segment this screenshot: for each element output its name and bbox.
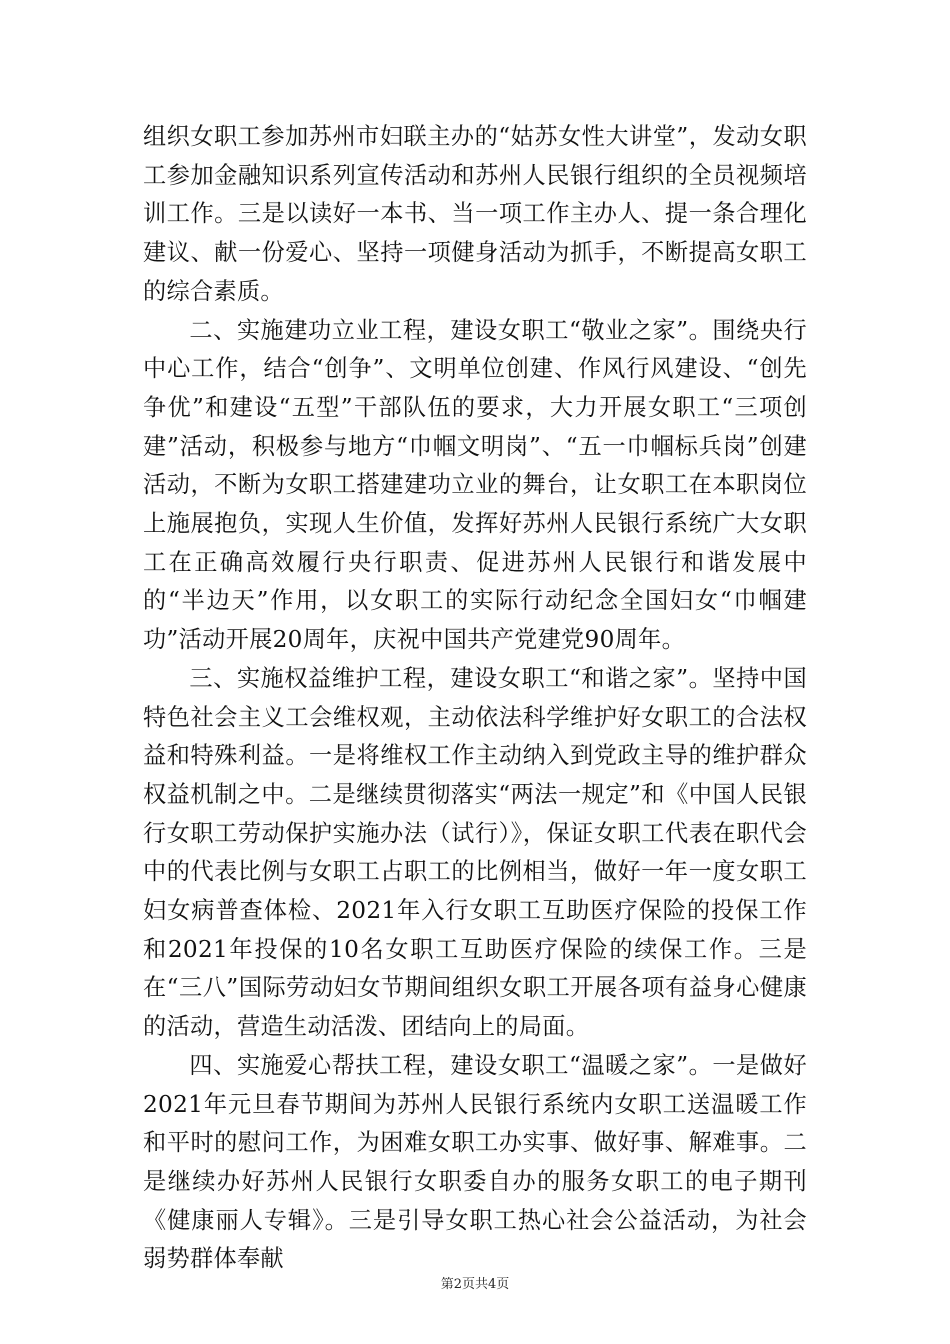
paragraph-section-2: 二、实施建功立业工程，建设女职工“敬业之家”。围绕央行中心工作，结合“创争”、文明单位创建、作风行风建设、“创先争优”和建设“五型”干部队伍的要求，大力开展女职工“三项创建”活动，积极参与地方“巾帼文明岗”、“五一巾帼标兵岗”创建活动，不断为女职工搭建建功立业的舞台，让女职工在本职岗位上施展抱负，实现人生价值，发挥好苏州人民银行系统广大女职工在正确高效履行央行职责、促进苏州人民银行和谐发展中的“半边天”作用，以女职工的实际行动纪念全国妇女“巾帼建功”活动开展20周年，庆祝中国共产党建党90周年。 (143, 316, 807, 654)
page-footer (0, 1276, 950, 1294)
page-number: 第2页共4页 (440, 1277, 510, 1292)
paragraph-section-3: 三、实施权益维护工程，建设女职工“和谐之家”。坚持中国特色社会主义工会维权观，主动依法科学维护好女职工的合法权益和特殊利益。一是将维权工作主动纳入到党政主导的维护群众权益机制之中。二是继续贯彻落实“两法一规定”和《中国人民银行女职工劳动保护实施办法（试行）》，保证女职工代表在职代会中的代表比例与女职工占职工的比例相当，做好一年一度女职工妇女病普查体检、2021年入行女职工互助医疗保险的投保工作和2021年投保的10名女职工互助医疗保险的续保工作。三是在“三八”国际劳动妇女节期间组织女职工开展各项有益身心健康的活动，营造生动活泼、团结向上的局面。 (143, 664, 807, 1041)
paragraph-section-4: 四、实施爱心帮扶工程，建设女职工“温暖之家”。一是做好2021年元旦春节期间为苏州人民银行系统内女职工送温暖工作和平时的慰问工作，为困难女职工办实事、做好事、解难事。二是继续办好苏州人民银行女职委自办的服务女职工的电子期刊《健康丽人专辑》。三是引导女职工热心社会公益活动，为社会弱势群体奉献 (143, 1051, 807, 1273)
document-body (143, 118, 807, 1279)
paragraph-continued: 组织女职工参加苏州市妇联主办的“姑苏女性大讲堂”，发动女职工参加金融知识系列宣传活动和苏州人民银行组织的全员视频培训工作。三是以读好一本书、当一项工作主办人、提一条合理化建议、献一份爱心、坚持一项健身活动为抓手，不断提高女职工的综合素质。 (143, 123, 807, 305)
